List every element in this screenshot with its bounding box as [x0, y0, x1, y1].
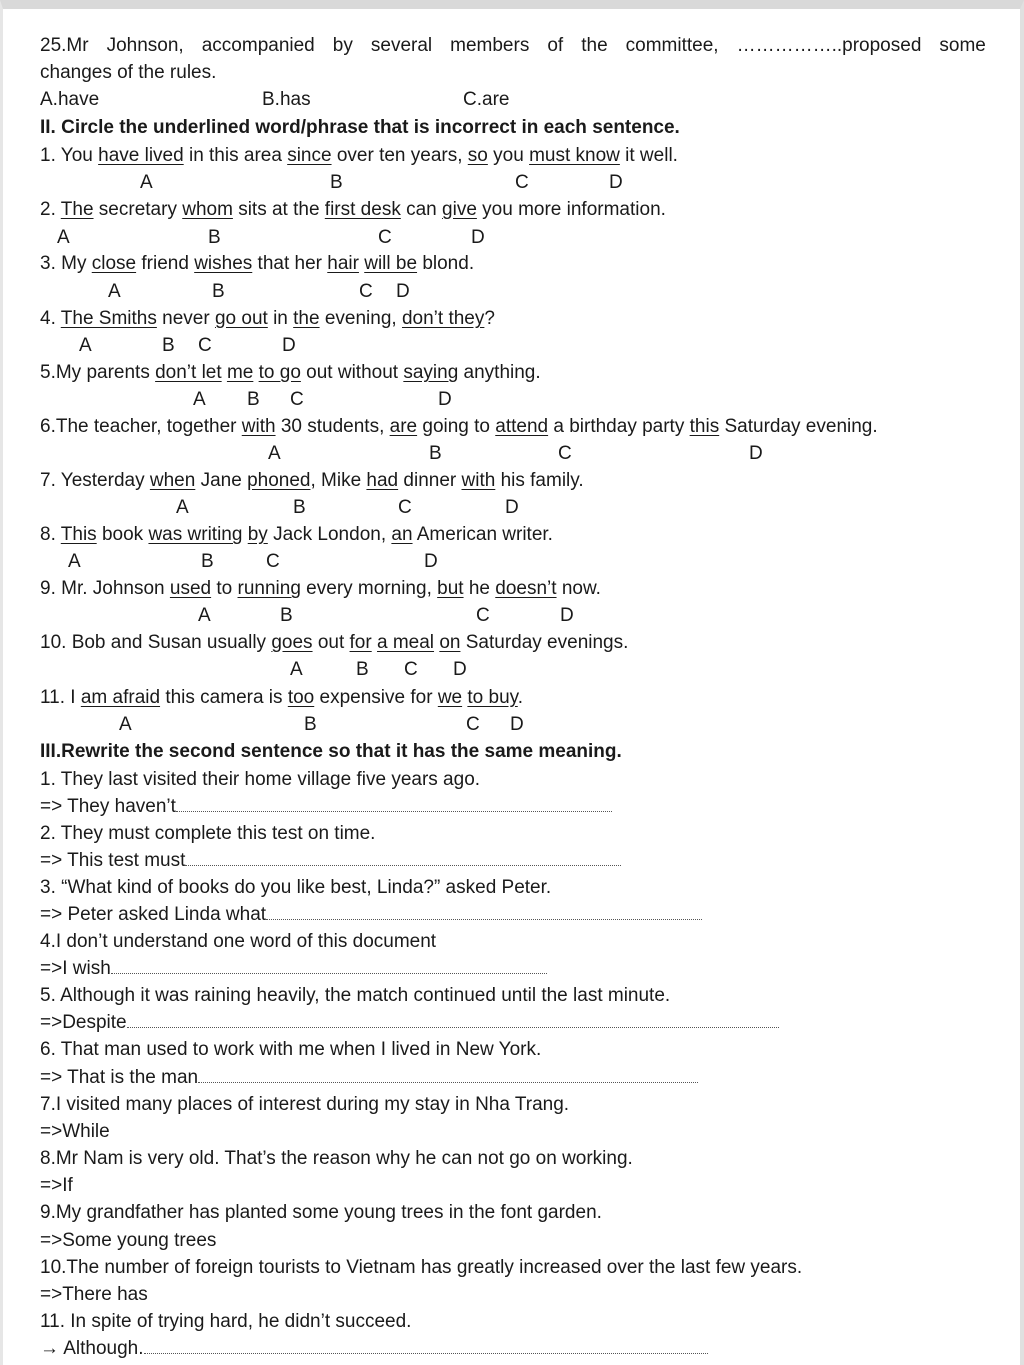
s3-answer-prompt: => They haven’t — [40, 796, 176, 817]
s2-question-6 — [40, 417, 878, 436]
option-a-phrase[interactable]: The — [60, 199, 94, 220]
q25-word: by — [332, 35, 353, 56]
letter-a: A — [57, 227, 70, 248]
option-c-phrase[interactable]: the — [293, 308, 320, 329]
text: every morning, — [300, 578, 438, 599]
text: going to — [417, 416, 496, 437]
letter-c: C — [558, 443, 572, 464]
s3-answer-prompt: =>Some young trees — [40, 1230, 217, 1251]
s3-answer-line[interactable] — [40, 1068, 698, 1087]
s3-question: 5. Although it was raining heavily, the match continued until the last minute. — [40, 985, 671, 1006]
q25-word: the — [581, 35, 608, 56]
option-d-phrase[interactable]: an — [391, 524, 413, 545]
s3-answer-prompt: => That is the man — [40, 1067, 199, 1088]
option-a-phrase[interactable]: with — [241, 416, 276, 437]
section3-heading: III.Rewrite the second sentence so that it has the same meaning. — [40, 741, 622, 762]
letter-a: A — [68, 551, 81, 572]
letter-b: B — [247, 389, 260, 410]
letter-b: B — [162, 335, 175, 356]
letter-a: A — [176, 497, 189, 518]
s2-question-3 — [40, 254, 474, 273]
option-c-phrase[interactable]: we — [437, 687, 463, 708]
text: 1. You — [40, 145, 99, 166]
text: 9. Mr. Johnson — [40, 578, 170, 599]
s3-answer-line[interactable] — [40, 851, 621, 870]
s3-answer-line[interactable] — [40, 1013, 779, 1032]
option-a-phrase[interactable]: don’t let — [155, 362, 222, 383]
s3-question: 2. They must complete this test on time. — [40, 823, 376, 844]
text: never — [156, 308, 215, 329]
text: out — [312, 632, 350, 653]
letter-d: D — [560, 605, 574, 626]
text: ? — [484, 308, 495, 329]
text: expensive for — [314, 687, 438, 708]
letter-b: B — [330, 172, 343, 193]
text: Jane — [195, 470, 248, 491]
letter-b: B — [208, 227, 221, 248]
option-b-phrase[interactable]: too — [287, 687, 315, 708]
option-b-phrase[interactable]: phoned — [247, 470, 311, 491]
letter-c: C — [404, 659, 418, 680]
section2-heading: II. Circle the underlined word/phrase that is incorrect in each sentence. — [40, 117, 680, 138]
s2-question-5 — [40, 363, 541, 382]
text: 2. — [40, 199, 61, 220]
letter-a: A — [108, 281, 121, 302]
letter-a: A — [193, 389, 206, 410]
option-a-phrase[interactable]: am afraid — [80, 687, 161, 708]
q25-word: committee, — [625, 35, 719, 56]
option-c-phrase[interactable]: attend — [495, 416, 549, 437]
option-c-phrase[interactable]: by — [247, 524, 268, 545]
s2-question-8 — [40, 525, 553, 544]
s3-question: 1. They last visited their home village five years ago. — [40, 769, 481, 790]
q25-word: members — [450, 35, 530, 56]
option-d-phrase[interactable]: give — [442, 199, 477, 220]
option-c-phrase[interactable]: a meal — [377, 632, 435, 653]
text: Saturday evenings. — [460, 632, 629, 653]
q25-word: ……………..proposed — [736, 35, 922, 56]
option-b-phrase[interactable]: me — [226, 362, 254, 383]
text: to — [211, 578, 238, 599]
s3-answer-line[interactable] — [40, 1122, 110, 1141]
text: Saturday evening. — [719, 416, 878, 437]
option-d-phrase[interactable]: saying — [403, 362, 459, 383]
text: American writer. — [412, 524, 553, 545]
q25-word: several — [370, 35, 433, 56]
letter-c: C — [359, 281, 373, 302]
option-c-phrase[interactable]: hair — [327, 253, 359, 274]
letter-c: C — [515, 172, 529, 193]
text: 7. Yesterday — [40, 470, 150, 491]
letter-d: D — [453, 659, 467, 680]
option-b-phrase[interactable]: go out — [214, 308, 268, 329]
answer-blank[interactable] — [266, 918, 702, 920]
letter-a: A — [198, 605, 211, 626]
text: 4. — [40, 308, 61, 329]
option-b-phrase[interactable]: running — [237, 578, 301, 599]
s3-answer-prompt: => Peter asked Linda what — [40, 904, 267, 925]
letter-a: A — [290, 659, 303, 680]
s2-question-4 — [40, 309, 495, 328]
letter-d: D — [424, 551, 438, 572]
option-b-phrase[interactable]: was writing — [148, 524, 243, 545]
option-a-phrase[interactable]: This — [60, 524, 97, 545]
text: 30 students, — [275, 416, 390, 437]
letter-b: B — [212, 281, 225, 302]
option-a-phrase[interactable]: have lived — [98, 145, 184, 166]
s3-answer-line[interactable] — [40, 1285, 148, 1304]
q25-option-c: C.are — [463, 89, 510, 110]
text: . — [517, 687, 524, 708]
q25-word: Johnson, — [106, 35, 184, 56]
text: anything. — [458, 362, 541, 383]
text: 10. Bob and Susan usually — [40, 632, 272, 653]
option-c-phrase[interactable]: had — [366, 470, 399, 491]
text: blond. — [417, 253, 475, 274]
s3-answer-prompt: =>If — [40, 1175, 73, 1196]
option-d-phrase[interactable]: don’t they — [401, 308, 485, 329]
letter-b: B — [304, 714, 317, 735]
s3-question: 10.The number of foreign tourists to Vietnam has greatly increased over the last few years. — [40, 1257, 803, 1278]
s3-question: 6. That man used to work with me when I lived in New York. — [40, 1039, 542, 1060]
option-d-phrase[interactable]: this — [689, 416, 720, 437]
option-a-phrase[interactable]: The Smiths — [60, 308, 157, 329]
q25-word: 25.Mr — [40, 35, 89, 56]
text: can — [400, 199, 443, 220]
text: Jack London, — [267, 524, 392, 545]
letter-d: D — [471, 227, 485, 248]
option-c-phrase[interactable]: so — [467, 145, 488, 166]
s3-answer-line[interactable] — [40, 1176, 73, 1195]
option-b-phrase[interactable]: since — [287, 145, 332, 166]
option-d-phrase[interactable]: with — [461, 470, 496, 491]
option-d-phrase[interactable]: to buy — [467, 687, 518, 708]
text: that her — [252, 253, 328, 274]
s3-question: 3. “What kind of books do you like best, Linda?” asked Peter. — [40, 877, 552, 898]
q25-option-a: A.have — [40, 89, 100, 110]
text: this camera is — [160, 687, 288, 708]
q25-line1 — [40, 36, 986, 55]
text: 8. — [40, 524, 61, 545]
s3-question: 7.I visited many places of interest during my stay in Nha Trang. — [40, 1094, 570, 1115]
option-a-phrase[interactable]: close — [91, 253, 137, 274]
letter-c: C — [266, 551, 280, 572]
s3-answer-prompt: => This test must — [40, 850, 186, 871]
s3-answer-line[interactable] — [40, 959, 547, 978]
option-c-phrase[interactable]: but — [437, 578, 464, 599]
letter-a: A — [268, 443, 281, 464]
option-d-phrase[interactable]: must know — [529, 145, 620, 166]
s3-answer-line[interactable] — [40, 905, 702, 924]
letter-c: C — [398, 497, 412, 518]
option-c-phrase[interactable]: to go — [258, 362, 301, 383]
s3-answer-line[interactable] — [40, 797, 612, 816]
option-a-phrase[interactable]: when — [149, 470, 196, 491]
text: friend — [136, 253, 195, 274]
answer-blank[interactable] — [111, 972, 547, 974]
letter-a: A — [140, 172, 153, 193]
option-b-phrase[interactable]: for — [349, 632, 372, 653]
text: , Mike — [310, 470, 367, 491]
answer-blank[interactable] — [176, 810, 612, 812]
option-b-phrase[interactable]: whom — [182, 199, 233, 220]
s3-question: 11. In spite of trying hard, he didn’t succeed. — [40, 1311, 412, 1332]
letter-b: B — [429, 443, 442, 464]
letter-d: D — [609, 172, 623, 193]
letter-d: D — [282, 335, 296, 356]
text: over ten years, — [331, 145, 468, 166]
text: 6.The teacher, together — [40, 416, 242, 437]
q25-option-b: B.has — [262, 89, 311, 110]
option-c-phrase[interactable]: first desk — [324, 199, 401, 220]
answer-blank[interactable] — [198, 1081, 698, 1083]
text: he — [463, 578, 496, 599]
letter-d: D — [396, 281, 410, 302]
option-d-phrase[interactable]: doesn’t — [495, 578, 557, 599]
option-b-phrase[interactable]: are — [389, 416, 418, 437]
s2-question-11 — [40, 688, 523, 707]
letter-b: B — [201, 551, 214, 572]
letter-c: C — [378, 227, 392, 248]
s3-question: 9.My grandfather has planted some young trees in the font garden. — [40, 1202, 602, 1223]
letter-a: A — [119, 714, 132, 735]
text: now. — [556, 578, 601, 599]
text: you more information. — [476, 199, 666, 220]
text: a birthday party — [548, 416, 690, 437]
option-a-phrase[interactable]: goes — [271, 632, 313, 653]
letter-d: D — [510, 714, 524, 735]
s3-answer-prompt: → Although. — [40, 1338, 144, 1359]
text: his family. — [495, 470, 584, 491]
text: 5.My parents — [40, 362, 156, 383]
text: in — [267, 308, 294, 329]
s3-answer-prompt: =>While — [40, 1121, 110, 1142]
text: secretary — [93, 199, 183, 220]
s2-question-2 — [40, 200, 666, 219]
q25-word: of — [547, 35, 564, 56]
letter-d: D — [505, 497, 519, 518]
text: dinner — [398, 470, 462, 491]
letter-c: C — [290, 389, 304, 410]
text: 11. I — [40, 687, 81, 708]
text: 3. My — [40, 253, 92, 274]
text: evening, — [319, 308, 402, 329]
option-d-phrase[interactable]: will be — [364, 253, 418, 274]
s2-question-7 — [40, 471, 584, 490]
option-a-phrase[interactable]: used — [169, 578, 212, 599]
text: out without — [300, 362, 404, 383]
answer-blank[interactable] — [127, 1026, 779, 1028]
letter-b: B — [356, 659, 369, 680]
s2-question-9 — [40, 579, 601, 598]
option-b-phrase[interactable]: wishes — [194, 253, 253, 274]
s3-answer-line[interactable] — [40, 1339, 708, 1358]
letter-d: D — [438, 389, 452, 410]
letter-c: C — [198, 335, 212, 356]
letter-c: C — [476, 605, 490, 626]
text: book — [96, 524, 149, 545]
q25-line2: changes of the rules. — [40, 62, 217, 83]
letter-b: B — [280, 605, 293, 626]
letter-a: A — [79, 335, 92, 356]
s3-answer-prompt: =>There has — [40, 1284, 148, 1305]
q25-word: accompanied — [201, 35, 315, 56]
s2-question-10 — [40, 633, 628, 652]
answer-blank[interactable] — [144, 1352, 708, 1354]
text: in this area — [183, 145, 288, 166]
s3-answer-prompt: =>Despite — [40, 1012, 127, 1033]
letter-d: D — [749, 443, 763, 464]
q25-word: some — [939, 35, 986, 56]
option-d-phrase[interactable]: on — [439, 632, 461, 653]
text: it well. — [619, 145, 678, 166]
s2-question-1 — [40, 146, 678, 165]
answer-blank[interactable] — [185, 864, 621, 866]
text: sits at the — [232, 199, 325, 220]
s3-question: 4.I don’t understand one word of this document — [40, 931, 437, 952]
s3-question: 8.Mr Nam is very old. That’s the reason why he can not go on working. — [40, 1148, 633, 1169]
text: you — [487, 145, 530, 166]
letter-c: C — [466, 714, 480, 735]
s3-answer-line[interactable] — [40, 1231, 216, 1250]
s3-answer-prompt: =>I wish — [40, 958, 111, 979]
letter-b: B — [293, 497, 306, 518]
